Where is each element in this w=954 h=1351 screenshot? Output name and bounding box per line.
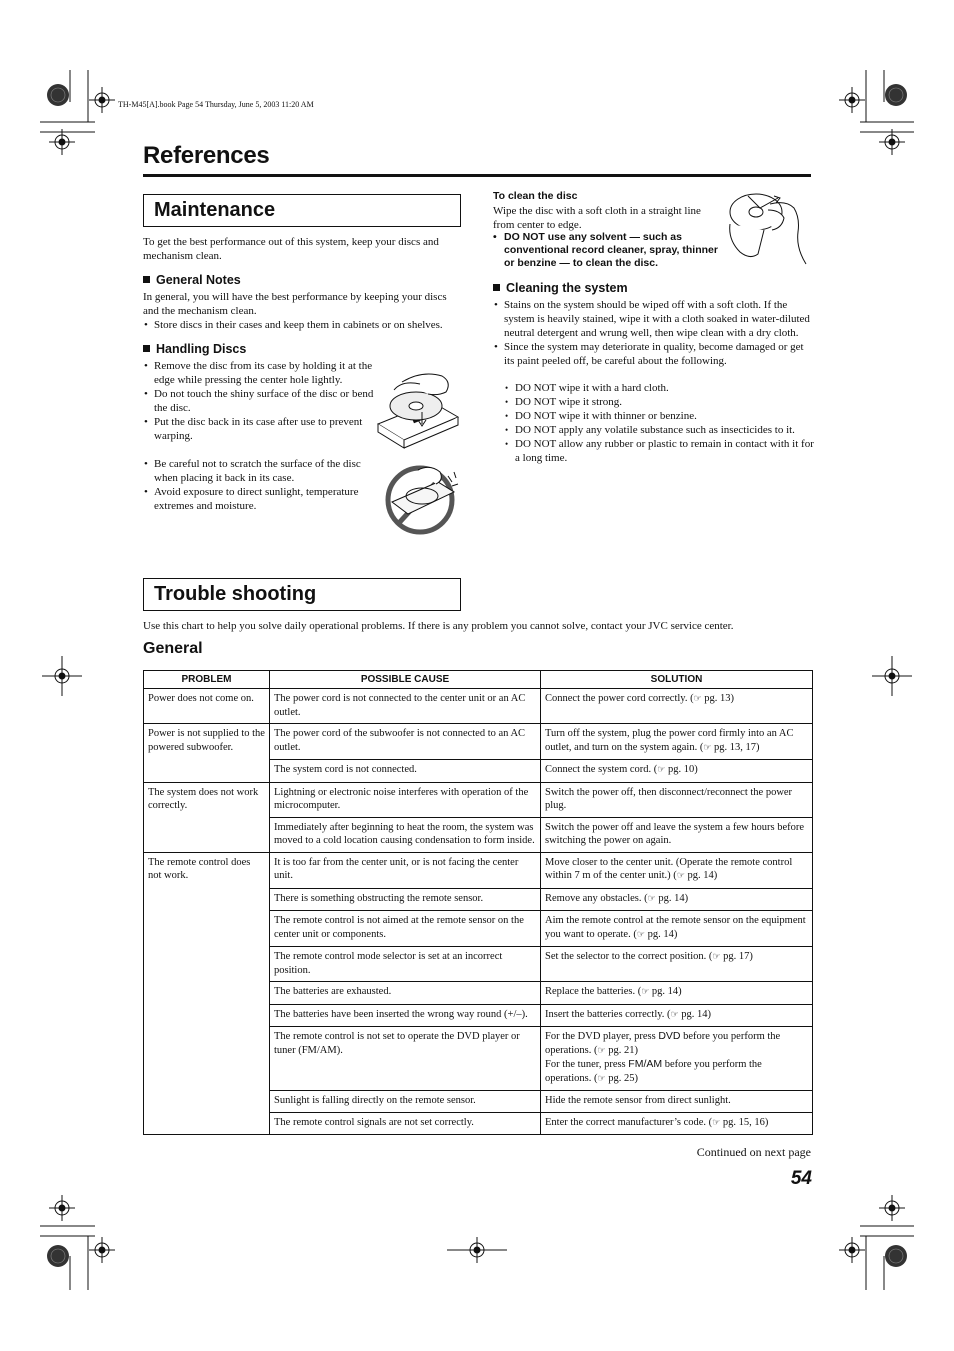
continued-note: Continued on next page [696, 1145, 811, 1159]
maintenance-heading: Maintenance [143, 194, 461, 227]
solution-cell: Hide the remote sensor from direct sunlight. [541, 1091, 813, 1113]
problem-cell: Power does not come on. [144, 689, 270, 724]
solution-text: before you perform the operations. ( [545, 1059, 762, 1084]
trouble-shooting-heading: Trouble shooting [143, 578, 461, 611]
title-rule [143, 174, 811, 177]
cleaning-system-heading-text: Cleaning the system [506, 281, 628, 295]
table-row [144, 689, 813, 724]
page-ref: pg. 14) [658, 892, 689, 904]
page-ref-icon: ☞ [676, 871, 685, 881]
cause-cell: Sunlight is falling directly on the remote sensor. [270, 1091, 541, 1113]
list-item: • Store discs in their cases and keep them in cabinets or on shelves. [143, 318, 463, 332]
cause-cell: It is too far from the center unit, or is not facing the center unit. [270, 852, 541, 888]
table-row [144, 724, 813, 760]
solution-tuner [545, 1058, 808, 1086]
handling-discs-bullets-b [143, 457, 378, 513]
handling-discs-heading-text: Handling Discs [156, 342, 247, 356]
solution-cell [541, 982, 813, 1005]
solution-cell [541, 947, 813, 982]
page-ref: pg. 25) [608, 1072, 638, 1084]
solution-cell [541, 911, 813, 947]
page-ref-icon: ☞ [636, 929, 645, 940]
cause-cell: The system cord is not connected. [270, 760, 541, 783]
solution-text: For the DVD player, press [545, 1031, 659, 1042]
solution-text: For the tuner, press [545, 1059, 629, 1070]
list-item: • Since the system may deteriorate in quality, become damaged or get its paint peeled off, be careful about the following. [493, 340, 813, 368]
page-ref: pg. 14) [647, 928, 678, 940]
cause-cell: The remote control mode selector is set at an incorrect position. [270, 947, 541, 982]
cause-cell: The power cord is not connected to the center unit or an AC outlet. [270, 689, 541, 724]
list-item: • Remove the disc from its case by holding it at the edge while pressing the center hole lightly. [143, 359, 375, 387]
page-ref: pg. 14) [651, 986, 682, 997]
list-item: • Avoid exposure to direct sunlight, temperature extremes and moisture. [143, 485, 378, 513]
cause-cell: The remote control is not set to operate the DVD player or tuner (FM/AM). [270, 1027, 541, 1091]
page-ref: pg. 17) [723, 951, 753, 962]
file-info-line: TH-M45[A].book Page 54 Thursday, June 5, 2003 11:20 AM [118, 100, 314, 109]
page-ref-icon: ☞ [597, 1073, 606, 1084]
solution-text: Insert the batteries correctly. ( [545, 1008, 671, 1020]
page-number: 54 [790, 1168, 812, 1189]
solution-cell [541, 1112, 813, 1135]
page-ref-icon: ☞ [712, 1117, 721, 1128]
solution-cell [541, 1027, 813, 1091]
clean-disc-warning: • DO NOT use any solvent — such as conventional record cleaner, spray, thinner or benzine — to clean the disc. [493, 231, 718, 269]
page-title: References [143, 142, 270, 169]
table-row [144, 782, 813, 817]
solution-text: Connect the system cord. ( [545, 764, 658, 775]
problem-cell: The system does not work correctly. [144, 782, 270, 852]
clean-disc-heading: To clean the disc [493, 190, 578, 202]
list-item: • Put the disc back in its case after use to prevent warping. [143, 415, 375, 443]
cleaning-system-heading [493, 280, 811, 296]
solution-cell: Switch the power off and leave the system a few hours before switching the power on again. [541, 817, 813, 852]
list-item: • Be careful not to scratch the surface of the disc when placing it back in its case. [143, 457, 378, 485]
solution-text: Remove any obstacles. ( [545, 892, 648, 904]
list-item: • Do not touch the shiny surface of the disc or bend the disc. [143, 387, 375, 415]
list-item: • DO NOT wipe it with thinner or benzine. [493, 409, 815, 423]
page-ref: pg. 13, 17) [714, 741, 760, 753]
solution-text: Enter the correct manufacturer’s code. ( [545, 1116, 713, 1128]
solution-cell [541, 1004, 813, 1027]
solution-text: Connect the power cord correctly. ( [545, 693, 694, 704]
list-item: • DO NOT wipe it strong. [493, 395, 815, 409]
solution-text: Set the selector to the correct position. ( [545, 951, 713, 962]
page-ref-icon: ☞ [712, 952, 721, 962]
clean-disc-text: Wipe the disc with a soft cloth in a straight line from center to edge. [493, 205, 701, 231]
handling-discs-heading [143, 341, 461, 357]
page-ref-icon: ☞ [703, 742, 712, 753]
page-ref-icon: ☞ [597, 1045, 606, 1056]
maintenance-intro: To get the best performance out of this system, keep your discs and mechanism clean. [143, 236, 439, 262]
cause-cell: The batteries have been inserted the wrong way round (+/–). [270, 1004, 541, 1027]
cause-cell: The batteries are exhausted. [270, 982, 541, 1005]
solution-text: Replace the batteries. ( [545, 986, 642, 997]
list-item: • DO NOT allow any rubber or plastic to remain in contact with it for a long time. [493, 437, 815, 465]
disc-cleaning-illustration [724, 188, 814, 270]
page-ref: pg. 14) [681, 1008, 712, 1020]
page-ref-icon: ☞ [670, 1009, 679, 1020]
dvd-button-label: DVD [658, 1030, 681, 1042]
general-notes-heading [143, 272, 461, 288]
page-ref: pg. 21) [608, 1044, 638, 1056]
problem-cell: The remote control does not work. [144, 852, 270, 1135]
solution-cell [541, 724, 813, 760]
list-item: • DO NOT apply any volatile substance such as insecticides to it. [493, 423, 815, 437]
prohibited-disc-illustration [378, 458, 462, 538]
cause-cell: Immediately after beginning to heat the room, the system was moved to a cold location causing condensation to form inside. [270, 817, 541, 852]
solution-cell [541, 689, 813, 724]
solution-dvd [545, 1030, 808, 1058]
handling-discs-bullets-a [143, 359, 375, 443]
column-header-problem: PROBLEM [144, 671, 270, 689]
troubleshooting-table [143, 670, 813, 1135]
problem-cell: Power is not supplied to the powered subwoofer. [144, 724, 270, 783]
page-ref-icon: ☞ [657, 765, 666, 775]
general-notes-heading-text: General Notes [156, 273, 241, 287]
general-notes-text: In general, you will have the best performance by keeping your discs and the mechanism clean. [143, 291, 447, 317]
clean-disc-warning-text: DO NOT use any solvent — such as conventional record cleaner, spray, thinner or benzine — to clean the disc. [504, 231, 718, 269]
cause-cell: The remote control signals are not set correctly. [270, 1112, 541, 1135]
cause-cell: Lightning or electronic noise interferes with operation of the microcomputer. [270, 782, 541, 817]
solution-cell [541, 852, 813, 888]
solution-text: Move closer to the center unit. (Operate the remote control within 7 m of the center unit.) ( [545, 856, 793, 881]
column-header-solution: SOLUTION [541, 671, 813, 689]
cause-cell: The power cord of the subwoofer is not connected to an AC outlet. [270, 724, 541, 760]
page-ref-icon: ☞ [693, 694, 702, 704]
solution-cell [541, 888, 813, 911]
solution-text: Turn off the system, plug the power cord firmly into an AC outlet, and turn on the system again. ( [545, 728, 794, 753]
trouble-intro: Use this chart to help you solve daily operational problems. If there is any problem you cannot solve, contact your JVC service center. [143, 620, 734, 632]
page-ref: pg. 15, 16) [722, 1116, 769, 1128]
solution-text: Aim the remote control at the remote sensor on the equipment you want to operate. ( [545, 915, 806, 940]
fm-am-button-label: FM/AM [628, 1058, 663, 1070]
general-heading: General [143, 640, 203, 657]
page-ref: pg. 14) [687, 870, 718, 881]
cleaning-system-sub-bullets [493, 381, 815, 465]
cause-cell: The remote control is not aimed at the remote sensor on the center unit or components. [270, 911, 541, 947]
solution-text: before you perform the operations. ( [545, 1031, 781, 1056]
page-ref: pg. 10) [667, 764, 698, 775]
solution-cell [541, 760, 813, 783]
table-header-row [144, 671, 813, 689]
cause-cell: There is something obstructing the remote sensor. [270, 888, 541, 911]
column-header-cause: POSSIBLE CAUSE [270, 671, 541, 689]
table-row [144, 852, 813, 888]
list-item: • DO NOT wipe it with a hard cloth. [493, 381, 815, 395]
page-ref: pg. 13) [704, 693, 735, 704]
general-notes-bullets [143, 318, 463, 332]
page-ref-icon: ☞ [647, 893, 656, 904]
solution-cell: Switch the power off, then disconnect/reconnect the power plug. [541, 782, 813, 817]
page-ref-icon: ☞ [641, 987, 650, 997]
disc-handling-illustration [372, 362, 462, 452]
cleaning-system-bullets [493, 298, 813, 368]
list-item: • Stains on the system should be wiped off with a soft cloth. If the system is heavily stained, wipe it with a cloth soaked in water-diluted neutral detergent and wrung well, then wipe clean with a dry cloth. [493, 298, 813, 340]
